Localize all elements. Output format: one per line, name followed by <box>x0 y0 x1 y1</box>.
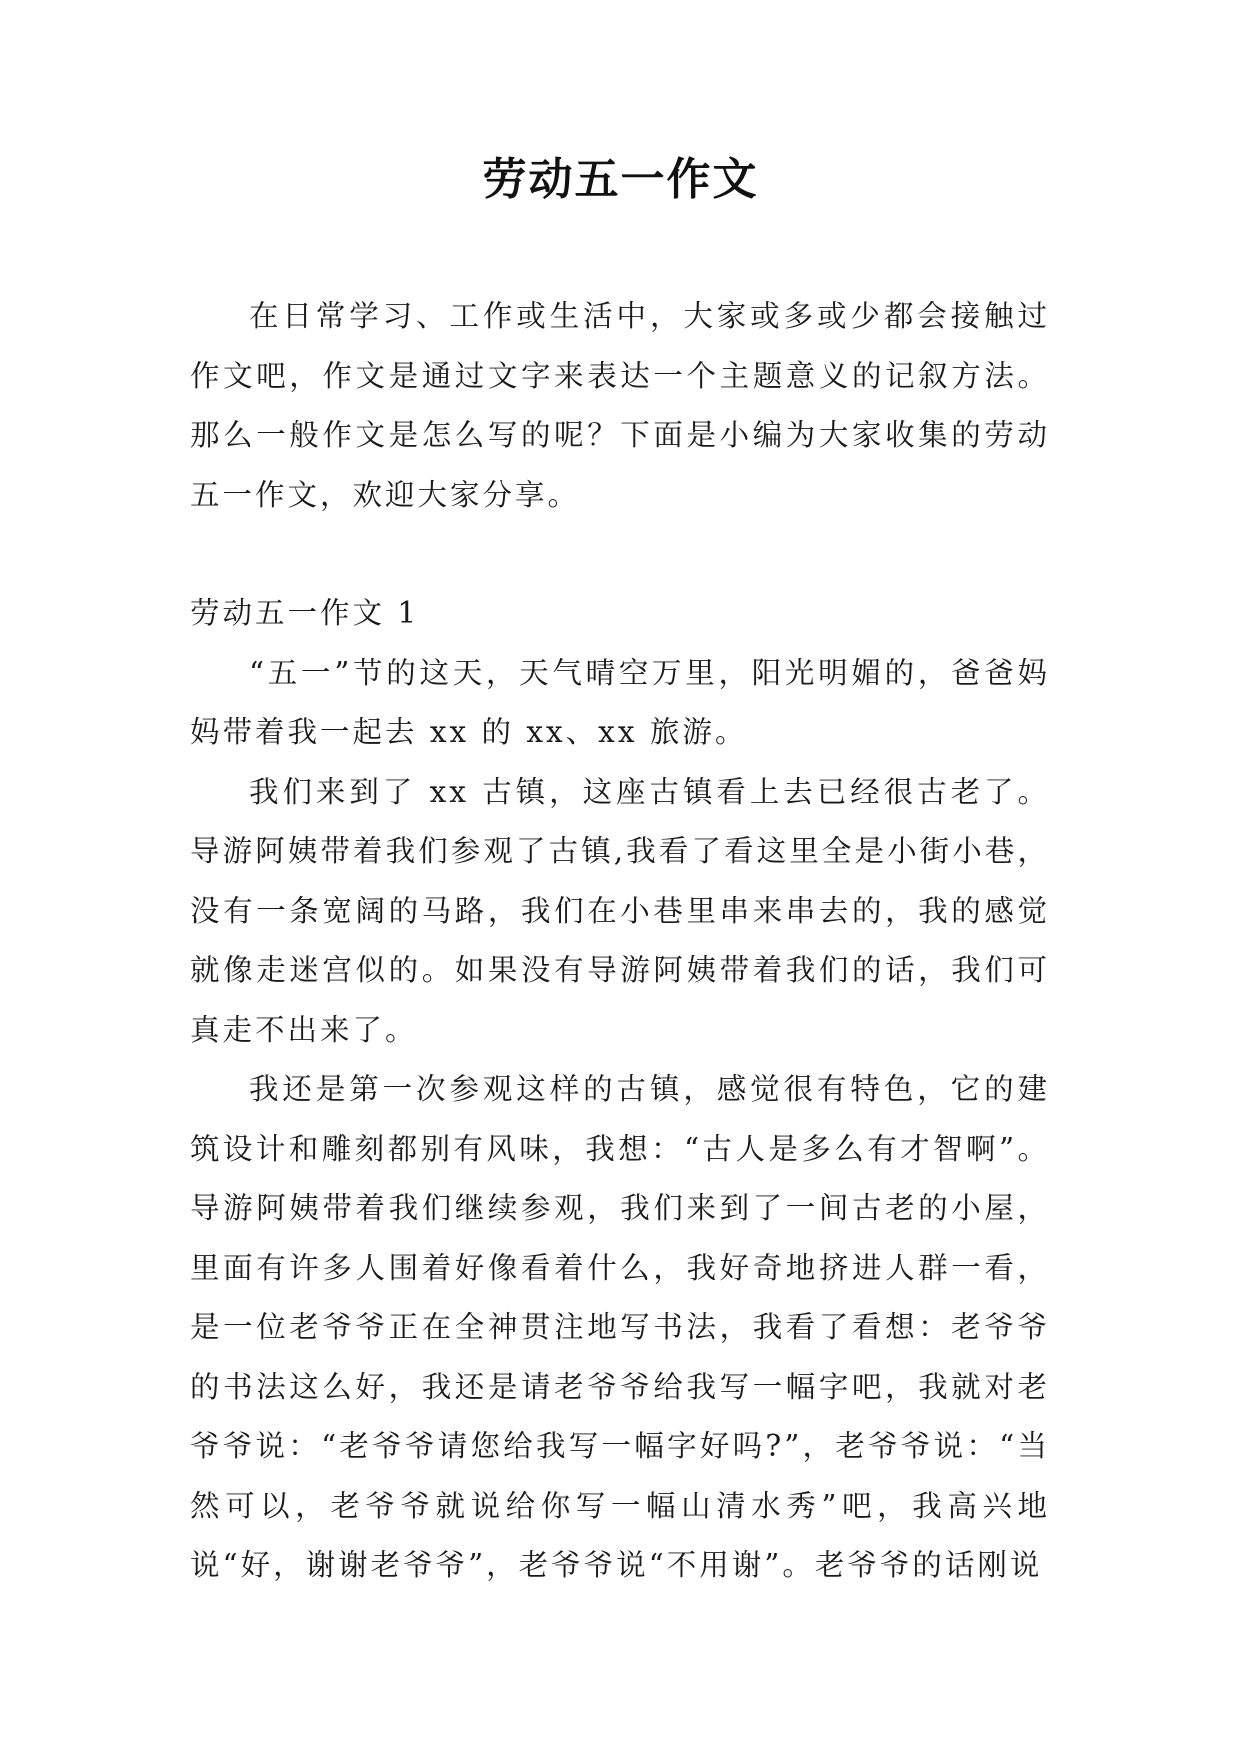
document-body <box>190 287 1050 1596</box>
document-title: 劳动五一作文 <box>482 154 759 205</box>
body-paragraph-2: 我们来到了 xx 古镇，这座古镇看上去已经很古老了。导游阿姨带着我们参观了古镇,我看了看这里全是小街小巷，没有一条宽阔的马路，我们在小巷里串来串去的，我的感觉就像走迷宫似的。如果没有导游阿姨带着我们的话，我们可真走不出来了。 <box>190 774 1050 1047</box>
body-paragraph-3: 我还是第一次参观这样的古镇，感觉很有特色，它的建筑设计和雕刻都别有风味，我想：“古人是多么有才智啊”。导游阿姨带着我们继续参观，我们来到了一间古老的小屋，里面有许多人围着好像看着什么，我好奇地挤进人群一看，是一位老爷爷正在全神贯注地写书法，我看了看想：老爷爷的书法这么好，我还是请老爷爷给我写一幅字吧，我就对老爷爷说：“老爷爷请您给我写一幅字好吗?”，老爷爷说：“当然可以，老爷爷就说给你写一幅山清水秀”吧，我高兴地说“好，谢谢老爷爷”，老爷爷说“不用谢”。老爷爷的话刚说 <box>190 1072 1050 1582</box>
paragraph-spacer <box>190 525 1050 584</box>
intro-paragraph: 在日常学习、工作或生活中，大家或多或少都会接触过作文吧，作文是通过文字来表达一个主题意义的记叙方法。那么一般作文是怎么写的呢？下面是小编为大家收集的劳动五一作文，欢迎大家分享。 <box>190 299 1050 512</box>
section-heading: 劳动五一作文 1 <box>190 596 420 630</box>
body-paragraph-1: “五一”节的这天，天气晴空万里，阳光明媚的，爸爸妈妈带着我一起去 xx 的 xx、xx 旅游。 <box>190 655 1050 749</box>
